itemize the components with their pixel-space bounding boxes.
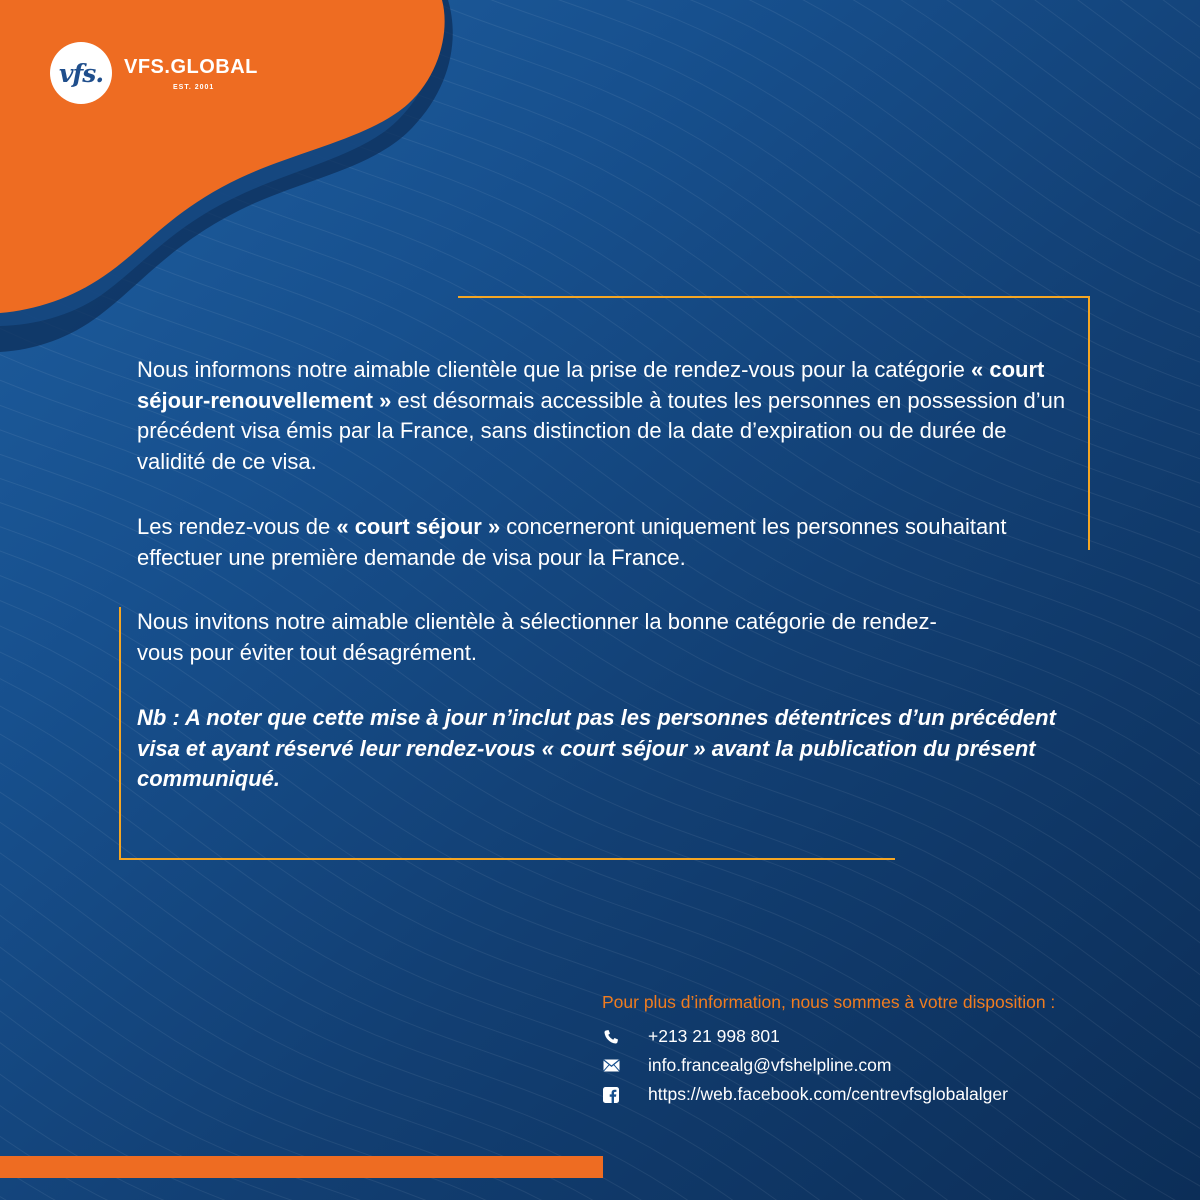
contact-facebook-row bbox=[602, 1080, 1182, 1109]
frame-left-line bbox=[119, 607, 121, 860]
announcement-paragraph-2 bbox=[137, 512, 1072, 573]
paragraph-1-category: « court séjour-renouvellement » bbox=[137, 357, 1045, 413]
phone-icon bbox=[602, 1028, 620, 1046]
contact-phone-row bbox=[602, 1022, 1182, 1051]
contact-facebook[interactable]: https://web.facebook.com/centrevfsglobalalger bbox=[648, 1084, 1008, 1104]
paragraph-2-rest: concerneront uniquement les personnes souhaitant effectuer une première demande de visa pour la France. bbox=[137, 514, 1007, 570]
vfs-global-logo bbox=[50, 42, 280, 112]
email-icon bbox=[602, 1057, 620, 1075]
announcement-note: Nb : A noter que cette mise à jour n’inclut pas les personnes détentrices d’un précédent visa et ayant réservé leur rendez-vous « court séjour » avant la publication du présent communiqué. bbox=[137, 705, 1056, 791]
logo-established: EST. 2001 bbox=[173, 84, 215, 91]
frame-top-line bbox=[458, 296, 1090, 298]
frame-bottom-line bbox=[119, 858, 895, 860]
announcement-paragraph-1 bbox=[137, 355, 1072, 477]
facebook-icon bbox=[602, 1086, 620, 1104]
paragraph-1-intro: Nous informons notre aimable clientèle que la prise de rendez-vous pour la catégorie bbox=[137, 357, 972, 382]
logo-wordmark: VFS.GLOBAL bbox=[124, 56, 258, 78]
contact-phone[interactable]: +213 21 998 801 bbox=[648, 1026, 780, 1046]
paragraph-1-rest: est désormais accessible à toutes les personnes en possession d’un précédent visa émis par la France, sans distinction de la date d’expiration ou de durée de validité de ce visa. bbox=[137, 387, 1066, 474]
bottom-accent-bar bbox=[0, 1156, 603, 1178]
announcement-paragraph-3: Nous invitons notre aimable clientèle à sélectionner la bonne catégorie de rendez-vous pour éviter tout désagrément. bbox=[137, 609, 937, 665]
contact-heading: Pour plus d’information, nous sommes à votre disposition : bbox=[602, 992, 1056, 1012]
contact-block bbox=[602, 992, 1182, 1109]
paragraph-2-category: « court séjour » bbox=[336, 514, 501, 539]
logo-mark: vfs. bbox=[58, 58, 104, 88]
contact-email[interactable]: info.francealg@vfshelpline.com bbox=[648, 1055, 892, 1075]
logo-badge bbox=[50, 42, 112, 104]
contact-email-row bbox=[602, 1051, 1182, 1080]
frame-right-line bbox=[1088, 296, 1090, 550]
paragraph-2-intro: Les rendez-vous de bbox=[137, 514, 337, 539]
